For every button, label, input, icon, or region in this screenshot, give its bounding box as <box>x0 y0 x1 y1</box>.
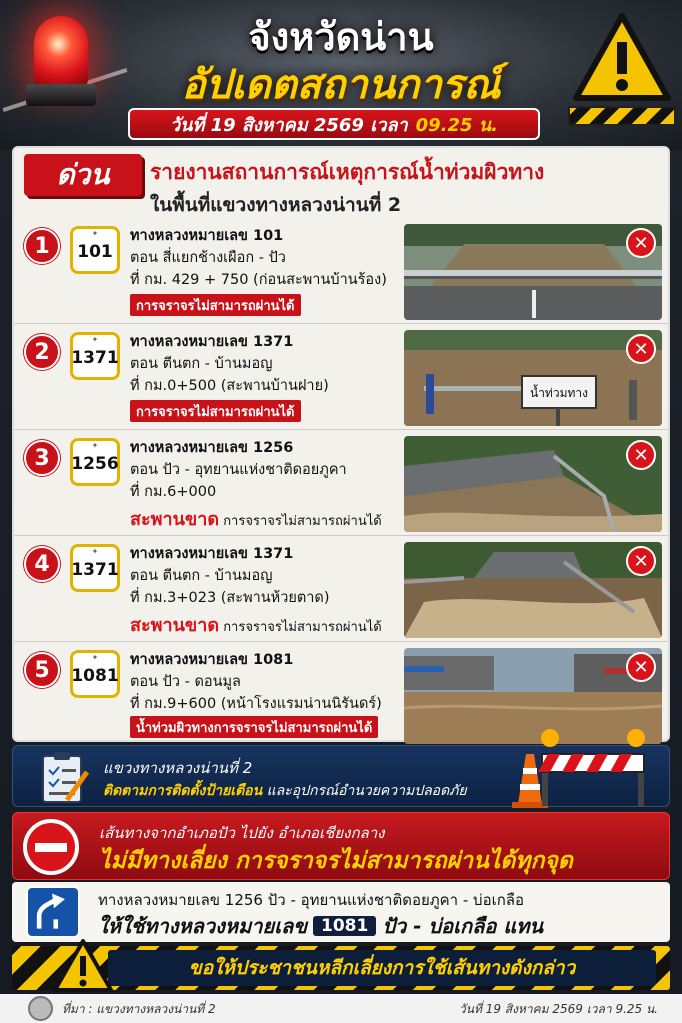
highway-label: ทางหลวงหมายเลข 1371 <box>130 334 294 350</box>
notice-action <box>103 780 467 802</box>
km-label: ที่ กม.0+500 (สะพานบ้านฝาย) <box>130 378 329 394</box>
report-subtitle: ในพื้นที่แขวงทางหลวงน่านที่ 2 <box>150 194 402 216</box>
date-badge <box>128 108 540 140</box>
item-number: 3 <box>24 440 60 476</box>
no-detour-message: ไม่มีทางเลี่ยง การจราจรไม่สามารถผ่านได้ทุกจุด <box>99 848 573 874</box>
closed-x-icon: ✕ <box>626 546 656 576</box>
incident-photo <box>404 330 662 426</box>
item-number: 1 <box>24 228 60 264</box>
footer-date: วันที่ 19 สิงหาคม 2569 เวลา 9.25 น. <box>459 1002 658 1016</box>
status-badge: การจราจรไม่สามารถผ่านได้ <box>130 400 301 422</box>
header-banner <box>0 0 682 150</box>
urgent-tag: ด่วน <box>24 154 142 196</box>
status-line <box>130 504 382 533</box>
status-text: การจราจรไม่สามารถผ่านได้ <box>223 514 382 529</box>
photo-sign-text: น้ำท่วมทาง <box>529 386 589 400</box>
highway-label: ทางหลวงหมายเลข 1371 <box>130 546 294 562</box>
notice-action-rest: และอุปกรณ์อำนวยความปลอดภัย <box>266 783 467 799</box>
highway-label: ทางหลวงหมายเลข 1081 <box>130 652 294 668</box>
item-number: 4 <box>24 546 60 582</box>
route-shield: ✦ 1256 <box>70 438 120 486</box>
footer <box>0 994 682 1023</box>
item-number: 2 <box>24 334 60 370</box>
update-title: อัปเดตสถานการณ์ <box>181 62 501 108</box>
report-title: รายงานสถานการณ์เหตุการณ์น้ำท่วมผิวทาง <box>150 160 545 184</box>
section-label: ตอน ปัว - อุทยานแห่งชาติดอยภูคา <box>130 462 347 478</box>
incident-photo <box>404 224 662 320</box>
incident-item <box>14 326 668 430</box>
incident-item <box>14 220 668 324</box>
detour-instruction <box>98 910 543 942</box>
date-text: วันที่ 19 สิงหาคม 2569 เวลา <box>170 114 408 136</box>
highway-label: ทางหลวงหมายเลข 101 <box>130 228 284 244</box>
incident-item <box>14 538 668 642</box>
km-label: ที่ กม. 429 + 750 (ก่อนสะพานบ้านร้อง) <box>130 272 387 288</box>
closed-x-icon: ✕ <box>626 334 656 364</box>
closed-x-icon: ✕ <box>626 652 656 682</box>
km-label: ที่ กม.3+023 (สะพานห้วยตาด) <box>130 590 330 606</box>
bridge-broken-label: สะพานขาด <box>130 615 220 636</box>
section-label: ตอน สี่แยกช้างเผือก - ปัว <box>130 250 286 266</box>
route-shield: ✦ 1371 <box>70 332 120 380</box>
status-badge: การจราจรไม่สามารถผ่านได้ <box>130 294 301 316</box>
route-shield: ✦ 1371 <box>70 544 120 592</box>
notice-office: แขวงทางหลวงน่านที่ 2 <box>103 759 253 777</box>
status-badge: น้ำท่วมผิวทางการจราจรไม่สามารถผ่านได้ <box>130 716 378 738</box>
section-label: ตอน ตีนตก - บ้านมอญ <box>130 568 273 584</box>
km-label: ที่ กม.6+000 <box>130 484 217 500</box>
incident-photo <box>404 436 662 532</box>
no-detour-strip <box>12 812 670 880</box>
route-shield: ✦ 101 <box>70 226 120 274</box>
item-number: 5 <box>24 652 60 688</box>
detour-closed-route: ทางหลวงหมายเลข 1256 ปัว - อุทยานแห่งชาติดอยภูคา - บ่อเกลือ <box>98 891 524 909</box>
detour-arrow-icon <box>26 886 80 938</box>
warning-message: ขอให้ประชาชนหลีกเลี่ยงการใช้เส้นทางดังกล่าว <box>108 950 656 986</box>
no-entry-icon <box>23 819 79 875</box>
section-label: ตอน ปัว - ดอนมูล <box>130 674 241 690</box>
bridge-broken-label: สะพานขาด <box>130 509 220 530</box>
closed-x-icon: ✕ <box>626 440 656 470</box>
highway-label: ทางหลวงหมายเลข 1256 <box>130 440 294 456</box>
notice-action-emph: ติดตามการติดตั้งป้ายเตือน <box>103 783 263 799</box>
status-line <box>130 610 382 639</box>
detour-instruction-post: ปัว - บ่อเกลือ แทน <box>382 914 544 938</box>
detour-strip <box>12 882 670 942</box>
source-text: ที่มา : แขวงทางหลวงน่านที่ 2 <box>62 1002 216 1016</box>
km-label: ที่ กม.9+600 (หน้าโรงแรมน่านนิรันดร์) <box>130 696 382 712</box>
report-panel <box>12 146 670 742</box>
route-description: เส้นทางจากอำเภอปัว ไปยัง อำเภอเชียงกลาง <box>99 824 385 842</box>
detour-route-badge: 1081 <box>313 916 376 936</box>
department-seal-icon <box>28 996 53 1021</box>
province-title: จังหวัดน่าน <box>248 15 434 59</box>
route-shield: ✦ 1081 <box>70 650 120 698</box>
barricade-cone-icon <box>498 724 668 812</box>
warning-triangle-icon <box>52 938 114 994</box>
incident-photo <box>404 542 662 638</box>
status-text: การจราจรไม่สามารถผ่านได้ <box>223 620 382 635</box>
time-text: 09.25 น. <box>415 114 498 136</box>
closed-x-icon: ✕ <box>626 228 656 258</box>
detour-instruction-pre: ให้ใช้ทางหลวงหมายเลข <box>98 914 307 938</box>
incident-item <box>14 432 668 536</box>
section-label: ตอน ตีนตก - บ้านมอญ <box>130 356 273 372</box>
checklist-icon <box>39 750 89 804</box>
